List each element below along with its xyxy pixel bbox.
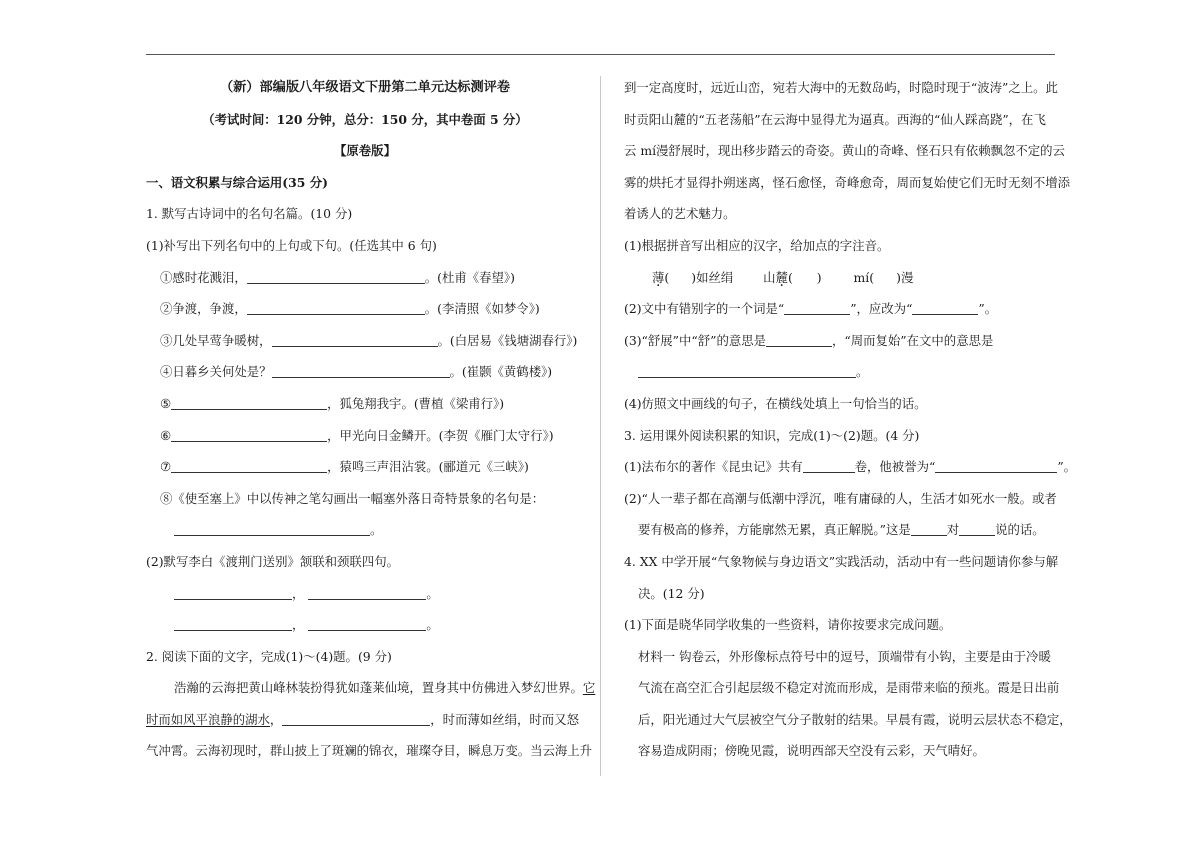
question-2-part-2: (2)文中有错别字的一个词是“ ”，应改为“ ”。 (624, 301, 998, 317)
answer-blank[interactable] (174, 585, 292, 600)
right-column (624, 72, 1077, 767)
answer-blank[interactable] (308, 616, 426, 631)
passage-line: 浩瀚的云海把黄山峰林装扮得犹如蓬莱仙境，置身其中仿佛进入梦幻世界。它 (174, 680, 596, 696)
question-3-part-2-cont: 要有极高的修养，方能廓然无累，真正解脱。”这是 对 说的话。 (638, 522, 1045, 538)
fill-item-1: ①感时花溅泪， 。(杜甫《春望》) (160, 269, 515, 285)
material-line: 气流在高空汇合引起层级不稳定对流而形成，是雨带来临的预兆。霞是日出前 (638, 680, 1060, 696)
pinyin-row: 薄( )如丝绢 山麓( ) mí( )漫 (652, 269, 914, 285)
fill-item-8: ⑧《使至塞上》中以传神之笔勾画出一幅塞外落日奇特景象的名句是： (160, 490, 545, 506)
answer-blank[interactable] (669, 270, 691, 284)
answer-blank[interactable] (247, 300, 425, 315)
answer-blank[interactable] (171, 395, 327, 410)
column-divider (600, 76, 601, 776)
fill-item-3: ③几处早莺争暖树， 。(白居易《钱塘湖春行》) (160, 332, 578, 348)
answer-blank[interactable] (171, 458, 327, 473)
underlined-sentence: 时而如风平浪静的湖水 (146, 711, 270, 727)
fill-item-8-answer: 。 (146, 514, 584, 546)
answer-blank[interactable] (174, 616, 292, 631)
fill-item-2: ②争渡，争渡， 。(李清照《如梦令》) (160, 301, 540, 317)
fill-item-5: ⑤ ，狐兔翔我宇。(曹植《梁甫行》) (160, 395, 505, 411)
answer-blank[interactable] (784, 300, 850, 315)
answer-blank[interactable] (174, 521, 370, 536)
question-4-part-1: (1)下面是晓华同学收集的一些资料，请你按要求完成问题。 (624, 617, 952, 633)
question-1: 1. 默写古诗词中的名句名篇。(10 分) (146, 206, 353, 222)
material-line: 容易造成阴雨；傍晚见霞，说明西部天空没有云彩，天气晴好。 (638, 743, 985, 759)
answer-blank[interactable] (272, 332, 438, 347)
answer-blank[interactable] (912, 300, 978, 315)
answer-blank[interactable] (282, 711, 430, 726)
answer-blank[interactable] (247, 269, 425, 284)
passage-line: 着诱人的艺术魅力。 (624, 206, 736, 222)
passage-line: 到一定高度时，远近山峦，宛若大海中的无数岛屿，时隐时现于“波涛”之上。此 (624, 80, 1058, 95)
answer-blank[interactable] (803, 458, 855, 473)
version-label: 【原卷版】 (334, 143, 396, 159)
question-3-part-2: (2)“人一辈子都在高潮与低潮中浮沉，唯有庸碌的人，生活才如死水一般。或者 (624, 490, 1057, 506)
poem-lines-2: ， 。 (146, 609, 584, 641)
passage-line: 雾的烘托才显得扑朔迷离，怪石愈怪，奇峰愈奇，周而复始使它们无时无刻不增添 (624, 174, 1071, 190)
answer-blank[interactable] (793, 270, 817, 284)
fill-item-6: ⑥ ，甲光向日金鳞开。(李贺《雁门太守行》) (160, 427, 554, 443)
answer-blank[interactable] (272, 363, 450, 378)
answer-blank[interactable] (171, 427, 327, 442)
page-title: （新）部编版八年级语文下册第二单元达标测评卷 (219, 80, 511, 95)
answer-blank[interactable] (935, 458, 1057, 473)
question-1-part-1: (1)补写出下列名句中的上句或下句。(任选其中 6 句) (146, 237, 437, 253)
question-2-part-3-answer: 。 (624, 356, 1056, 388)
answer-blank[interactable] (308, 585, 426, 600)
left-column (146, 72, 596, 767)
question-4: 4. XX 中学开展“气象物候与身边语文”实践活动，活动中有一些问题请你参与解 (624, 553, 1059, 569)
section-heading: 一、语文积累与综合运用(35 分) (146, 174, 328, 190)
underlined-sentence: 它 (582, 680, 596, 696)
question-3-part-1: (1)法布尔的著作《昆虫记》共有 卷，他被誉为“ ”。 (624, 459, 1077, 475)
material-line: 材料一 钩卷云，外形像标点符号中的逗号，顶端带有小钩，主要是由于冷暖 (638, 648, 1051, 664)
poem-lines-1: ， 。 (146, 578, 584, 610)
passage-line: 时贡阳山麓的“五老荡船”在云海中显得尤为逼真。西海的“仙人踩高跷”，在飞 (624, 111, 1046, 127)
question-2: 2. 阅读下面的文字，完成(1)～(4)题。(9 分) (146, 648, 392, 664)
question-2-part-1: (1)根据拼音写出相应的汉字，给加点的字注音。 (624, 237, 890, 253)
answer-blank[interactable] (638, 363, 856, 378)
question-4-cont: 决。(12 分) (638, 585, 705, 601)
answer-blank[interactable] (959, 521, 995, 536)
passage-line: 气冲霄。云海初现时，群山披上了斑斓的锦衣，璀璨夺目，瞬息万变。当云海上升 (146, 743, 593, 759)
question-2-part-4: (4)仿照文中画线的句子，在横线处填上一句恰当的话。 (624, 395, 927, 411)
passage-line: 云 mí漫舒展时，现出移步踏云的奇姿。黄山的奇峰、怪石只有依赖飘忽不定的云 (624, 143, 1065, 159)
answer-blank[interactable] (766, 332, 832, 347)
header-rule (146, 54, 1055, 55)
question-3: 3. 运用课外阅读积累的知识，完成(1)～(2)题。(4 分) (624, 427, 920, 443)
answer-blank[interactable] (911, 521, 947, 536)
passage-line: 时而如风平浪静的湖水， ，时而薄如丝绢，时而又怒 (146, 711, 579, 727)
question-1-part-2: (2)默写李白《渡荆门送别》颔联和颈联四句。 (146, 553, 399, 569)
fill-item-7: ⑦ ，猿鸣三声泪沾裳。(郦道元《三峡》) (160, 459, 529, 475)
material-line: 后，阳光通过大气层被空气分子散射的结果。早晨有霞，说明云层状态不稳定， (638, 711, 1072, 727)
fill-item-4: ④日暮乡关何处是？ 。(崔颢《黄鹤楼》) (160, 364, 553, 380)
answer-blank[interactable] (874, 270, 896, 284)
exam-info: （考试时间：120 分钟，总分：150 分，其中卷面 5 分） (202, 111, 528, 127)
question-2-part-3: (3)“舒展”中“舒”的意思是 ，“周而复始”在文中的意思是 (624, 332, 994, 348)
